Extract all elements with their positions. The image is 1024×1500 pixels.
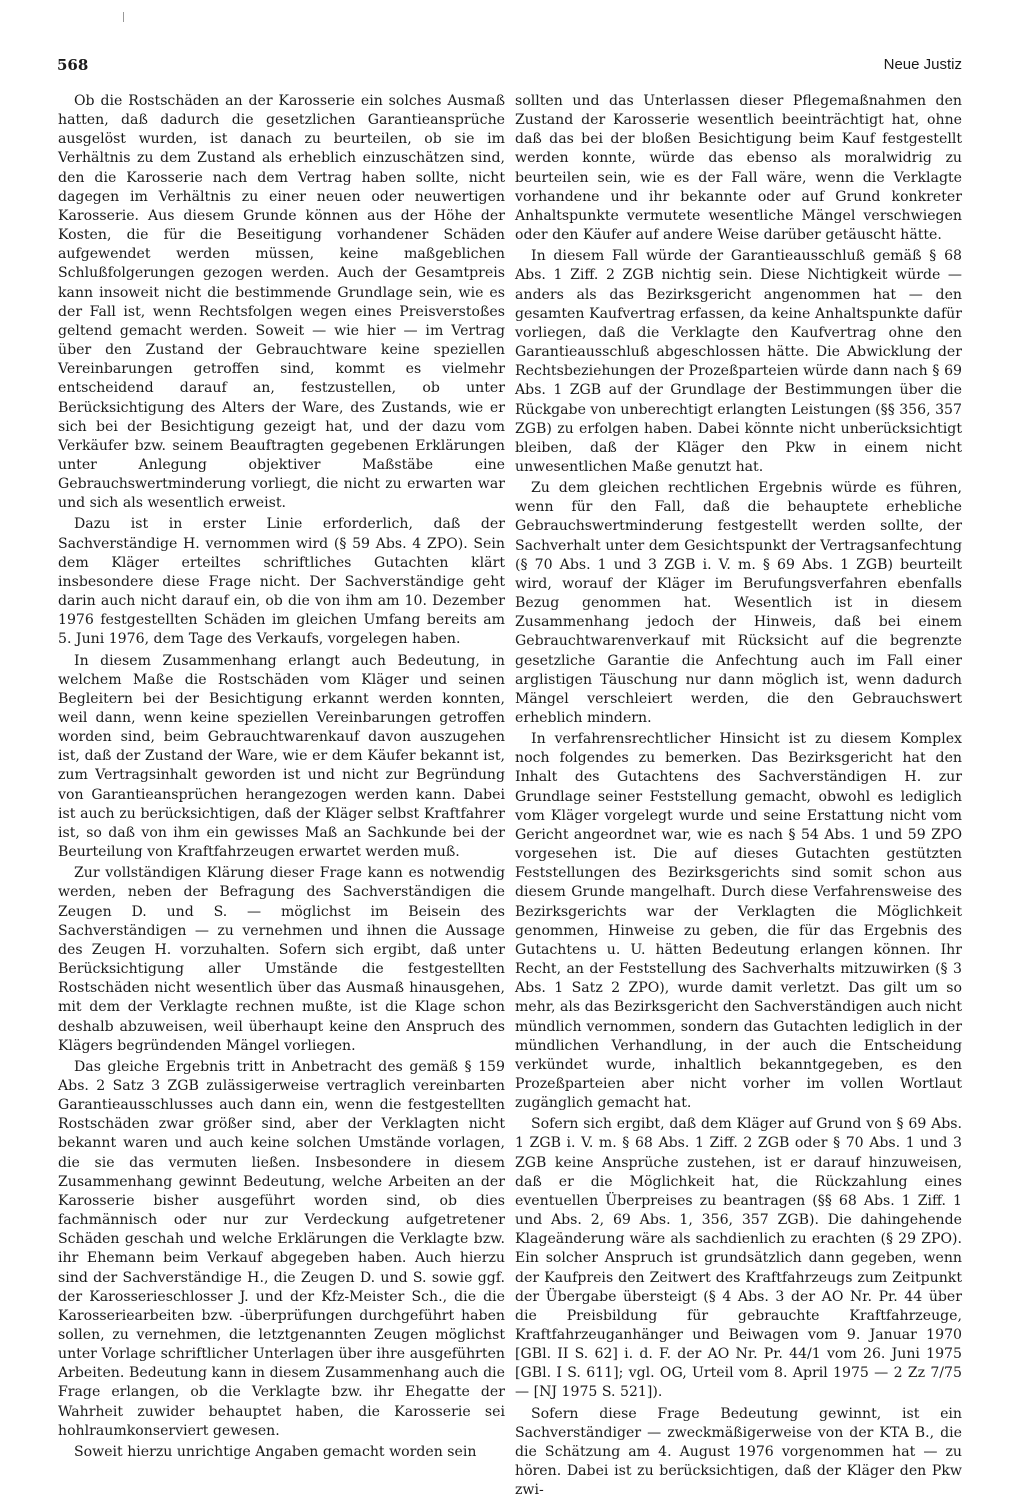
- page-number: 568: [57, 56, 89, 74]
- right-column: [515, 92, 962, 1500]
- paragraph: Ob die Rostschäden an der Karosserie ein solches Ausmaß hatten, daß dadurch die gesetzlichen Garantieansprüche ausgelöst wurden, ist danach zu beurteilen, ob sie im Verhältnis zu dem Zustand als erheblich einzuschätzen sind, den die Karosserie nach dem Vertrag haben sollte, nicht dagegen im Verhältnis zu einer neuen oder neuwertigen Karosserie. Aus diesem Grunde können aus der Höhe der Kosten, die für die Beseitigung vorhandener Schäden aufgewendet werden müssen, keine maßgeblichen Schlußfolgerungen gezogen werden. Auch der Gesamtpreis kann insoweit nicht die bestimmende Grundlage sein, wie es der Fall ist, wenn Rechtsfolgen wegen eines Preisverstoßes geltend gemacht werden. Soweit — wie hier — im Vertrag über den Zustand der Gebrauchtware keine speziellen Vereinbarungen getroffen sind, kommt es vielmehr entscheidend darauf an, festzustellen, ob unter Berücksichtigung des Alters der Ware, des Zustands, wie er sich bei der Besichtigung gezeigt hat, und der dazu vom Verkäufer bzw. seinem Beauftragten gegebenen Erklärungen unter Anlegung objektiver Maßstäbe eine Gebrauchswertminderung vorliegt, die nicht zu erwarten war und sich als wesentlich erweist.: [58, 93, 505, 512]
- paragraph: Dazu ist in erster Linie erforderlich, daß der Sachverständige H. vernommen wird (§ 59 Abs. 4 ZPO). Sein dem Kläger erteiltes schriftliches Gutachten klärt insbesondere diese Frage nicht. Der Sachverständige geht darin auch nicht darauf ein, ob die von ihm am 10. Dezember 1976 festgestellten Schäden im gleichen Umfang bereits am 5. Juni 1976, dem Tage des Verkaufs, vorgelegen haben.: [58, 516, 505, 648]
- paragraph: In diesem Zusammenhang erlangt auch Bedeutung, in welchem Maße die Rostschäden vom Kläger und seinen Begleitern bei der Besichtigung erkannt werden konnten, weil dann, wenn keine speziellen Vereinbarungen getroffen worden sind, beim Gebrauchtwarenkauf davon auszugehen ist, daß der Zustand der Ware, wie er dem Käufer bekannt ist, zum Vertragsinhalt geworden ist und nicht zur Begründung von Garantieansprüchen herangezogen werden kann. Dabei ist auch zu berücksichtigen, daß der Kläger selbst Kraftfahrer ist, so daß von ihm ein gewisses Maß an Sachkunde bei der Beurteilung von Kraftfahrzeugen erwartet werden muß.: [58, 652, 505, 861]
- paragraph: Zu dem gleichen rechtlichen Ergebnis würde es führen, wenn für den Fall, daß die behauptete erhebliche Gebrauchswertminderung festgestellt werden sollte, der Sachverhalt unter dem Gesichtspunkt der Vertragsanfechtung (§ 70 Abs. 1 und 3 ZGB i. V. m. § 69 Abs. 1 ZGB) beurteilt wird, worauf der Kläger im Berufungsverfahren ebenfalls Bezug genommen hat. Wesentlich ist in diesem Zusammenhang jedoch der Hinweis, daß bei einem Gebrauchtwarenverkauf mit Rücksicht auf die begrenzte gesetzliche Garantie die Anfechtung auch im Fall einer arglistigen Täuschung nur dann möglich ist, wenn dadurch Mängel verschleiert werden, die den Gebrauchswert erheblich mindern.: [515, 480, 962, 726]
- paragraph: Soweit hierzu unrichtige Angaben gemacht worden sein: [74, 1443, 477, 1460]
- paragraph: Sofern sich ergibt, daß dem Kläger auf Grund von § 69 Abs. 1 ZGB i. V. m. § 68 Abs. 1 Ziff. 2 ZGB oder § 70 Abs. 1 und 3 ZGB keine Ansprüche zustehen, ist er darauf hinzuweisen, daß er die Möglichkeit hat, die Rückzahlung eines eventuellen Überpreises zu beantragen (§§ 68 Abs. 1 Ziff. 1 und Abs. 2, 69 Abs. 1, 356, 357 ZGB). Die dahingehende Klageänderung wäre als sachdienlich zu erachten (§ 29 ZPO). Ein solcher Anspruch ist grundsätzlich dann gegeben, wenn der Kaufpreis den Zeitwert des Kraftfahrzeugs zum Zeitpunkt der Übergabe übersteigt (§ 4 Abs. 3 der AO Nr. Pr. 44 über die Preisbildung für gebrauchte Kraftfahrzeuge, Kraftfahrzeuganhänger und Beiwagen vom 9. Januar 1970 [GBl. II S. 62] i. d. F. der AO Nr. Pr. 44/1 vom 26. Juni 1975 [GBl. I S. 611]; vgl. OG, Urteil vom 8. April 1975 — 2 Zz 7/75 — [NJ 1975 S. 521]).: [515, 1116, 962, 1401]
- page-header: [57, 56, 962, 80]
- paragraph: Zur vollständigen Klärung dieser Frage kann es notwendig werden, neben der Befragung des Sachverständigen die Zeugen D. und S. — möglichst im Beisein des Sachverständigen — zu vernehmen und ihnen die Aussage des Zeugen H. vorzuhalten. Sofern sich ergibt, daß unter Berücksichtigung aller Umstände die festgestellten Rostschäden nicht wesentlich über das Ausmaß hinausgehen, mit dem der Verklagte rechnen mußte, ist die Klage schon deshalb abzuweisen, weil überhaupt keine den Anspruch des Klägers begründenden Mängel vorliegen.: [58, 865, 505, 1054]
- paragraph: In verfahrensrechtlicher Hinsicht ist zu diesem Komplex noch folgendes zu bemerken. Das Bezirksgericht hat den Inhalt des Gutachtens des Sachverständigen H. zur Grundlage seiner Feststellung gemacht, obwohl es lediglich vom Kläger vorgelegt wurde und seine Erstattung nicht vom Gericht angeordnet war, wie es nach § 54 Abs. 1 und 59 ZPO vorgesehen ist. Die auf dieses Gutachten gestützten Feststellungen des Bezirksgerichts sind somit schon aus diesem Grunde mangelhaft. Durch diese Verfahrensweise des Bezirksgerichts war der Verklagten die Möglichkeit genommen, Hinweise zu geben, die für das Ergebnis des Gutachtens u. U. hätten Bedeutung erlangen können. Ihr Recht, an der Feststellung des Sachverhalts mitzuwirken (§ 3 Abs. 1 Satz 2 ZPO), wurde damit verletzt. Das gilt um so mehr, als das Bezirksgericht den Sachverständigen auch nicht mündlich vernommen, sondern das Gutachten lediglich in der mündlichen Verhandlung, in der auch die Entscheidung verkündet wurde, inhaltlich bekanntgegeben, es den Prozeßparteien aber nicht vorher im vollen Wortlaut zugänglich gemacht hat.: [515, 731, 962, 1112]
- scan-tick-mark: [123, 12, 124, 22]
- paragraph: In diesem Fall würde der Garantieausschluß gemäß § 68 Abs. 1 Ziff. 2 ZGB nichtig sein. Diese Nichtigkeit würde — anders als das Bezirksgericht angenommen hat — den gesamten Kaufvertrag erfassen, da keine Anhaltspunkte dafür vorliegen, daß die Verklagte den Kaufvertrag ohne den Garantieausschluß abgeschlossen hätte. Die Abwicklung der Rechtsbeziehungen der Prozeßparteien würde dann nach § 69 Abs. 1 ZGB auf der Grundlage der Bestimmungen über die Rückgabe von unberechtigt erlangten Leistungen (§§ 356, 357 ZGB) zu erfolgen haben. Dabei könnte nicht unberücksichtigt bleiben, daß der Kläger den Pkw in einem nicht unwesentlichen Maße genutzt hat.: [515, 248, 962, 475]
- paragraph: Sofern diese Frage Bedeutung gewinnt, ist ein Sachverständiger — zweckmäßigerweise von der KTA B., die die Schätzung am 4. August 1976 vorgenommen hat — zu hören. Dabei ist zu berücksichtigen, daß der Kläger den Pkw zwi-: [515, 1405, 962, 1499]
- paragraph: Das gleiche Ergebnis tritt in Anbetracht des gemäß § 159 Abs. 2 Satz 3 ZGB zulässigerweise vertraglich vereinbarten Garantieausschlusses auch dann ein, wenn die festgestellten Rostschäden zwar größer sind, aber der Verklagten nicht bekannt waren und auch keine solchen Umstände vorlagen, die sie das vermuten ließen. Insbesondere in diesem Zusammenhang gewinnt Bedeutung, welche Arbeiten an der Karosserie bisher ausgeführt worden sind, ob dies fachmännisch oder nur zur Verdeckung aufgetretener Schäden geschah und welche Erklärungen die Verklagte bzw. ihr Ehemann beim Verkauf abgegeben haben. Auch hierzu sind der Sachverständige H., die Zeugen D. und S. sowie ggf. der Karosserieschlosser J. und der Kfz-Meister Sch., die die Karosseriearbeiten bzw. -überprüfungen durchgeführt haben sollen, zu vernehmen, die letztgenannten Zeugen möglichst unter Vorlage schriftlicher Unterlagen über ihre ausgeführten Arbeiten. Bedeutung kann in diesem Zusammenhang auch die Frage erlangen, ob die Verklagte bzw. ihr Ehegatte der Wahrheit zuwider behauptet haben, die Karosserie sei hohlraumkonserviert gewesen.: [58, 1058, 505, 1439]
- journal-title: Neue Justiz: [883, 56, 962, 73]
- paragraph: sollten und das Unterlassen dieser Pflegemaßnahmen den Zustand der Karosserie wesentlich beeinträchtigt hat, ohne daß das bei der bloßen Besichtigung beim Kauf festgestellt werden konnte, würde das ebenso als moralwidrig zu beurteilen sein, wie es der Fall wäre, wenn die Verklagte vorhandene und ihr bekannte oder auf Grund konkreter Anhaltspunkte vermutete wesentliche Mängel verschwiegen oder den Käufer auf andere Weise darüber getäuscht hätte.: [515, 93, 962, 244]
- left-column: [58, 92, 505, 1462]
